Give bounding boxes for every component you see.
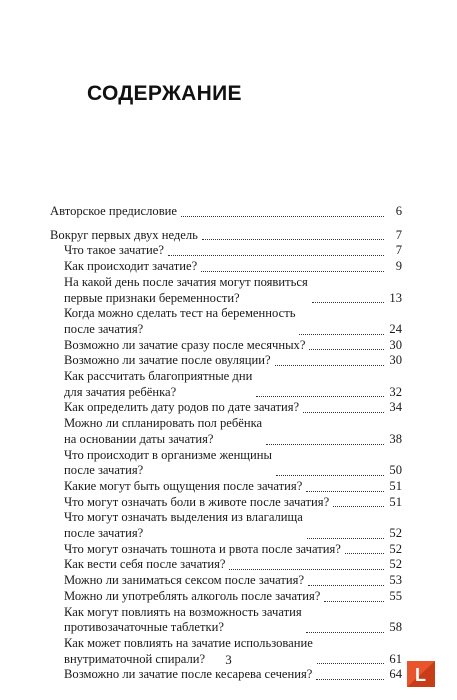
toc-entry-title	[64, 510, 303, 541]
toc-entry-title	[50, 228, 198, 244]
dot-leader	[229, 569, 384, 570]
toc-entry-page: 30	[389, 353, 402, 368]
dot-leader	[306, 491, 384, 492]
toc-entry-page: 51	[389, 478, 402, 493]
toc-entry-title-line: Как вести себя после зачатия?	[64, 557, 226, 572]
toc-entry[interactable]	[50, 353, 402, 369]
toc-entry[interactable]	[50, 605, 402, 636]
dot-leader	[256, 396, 384, 397]
toc-entry-title	[64, 400, 299, 416]
toc-entry-title	[64, 243, 164, 259]
toc-entry-page: 7	[395, 227, 402, 242]
dot-leader	[307, 538, 384, 539]
toc-entry-title-line: после зачатия?	[64, 526, 144, 541]
toc-entry-title-line: Можно ли употреблять алкоголь после зачатия?	[64, 588, 321, 603]
logo-letter: L	[415, 665, 426, 685]
toc-entry-page: 52	[389, 541, 402, 556]
toc-entry-title-line: Вокруг первых двух недель	[50, 227, 198, 242]
toc-entry-title-line: Возможно ли зачатие после овуляции?	[64, 353, 271, 368]
litres-logo-icon	[406, 660, 436, 688]
toc-entry-title	[64, 353, 271, 369]
dot-leader	[181, 216, 384, 217]
toc-entry[interactable]	[50, 259, 402, 275]
toc-entry[interactable]	[50, 275, 402, 306]
toc-entry-title-line: Какие могут быть ощущения после зачатия?	[64, 478, 303, 493]
dot-leader	[168, 255, 384, 256]
toc-entry-page: 13	[389, 290, 402, 305]
toc-entry-title	[64, 479, 302, 495]
toc-entry-title	[64, 416, 262, 447]
dot-leader	[312, 302, 384, 303]
toc-entry-title-line: Авторское предисловие	[50, 204, 177, 218]
toc-entry-page: 51	[389, 494, 402, 509]
toc-entry-title	[64, 275, 308, 306]
toc-entry-title-line: Возможно ли зачатие после кесарева сечения?	[64, 667, 313, 682]
toc-entry-title-line: противозачаточные таблетки?	[64, 620, 224, 635]
page-title: СОДЕРЖАНИЕ	[87, 82, 242, 105]
toc-entry-page: 58	[389, 620, 402, 635]
toc-entry-title-line: На какой день после зачатия могут появиться	[64, 274, 308, 289]
toc-entry-title	[64, 573, 304, 589]
dot-leader	[316, 679, 384, 680]
toc-entry-title-line: Как могут повлиять на возможность зачатия	[64, 604, 302, 619]
toc-entry-page: 50	[389, 463, 402, 478]
toc-entry-title-line: Как может повлиять на зачатие использование	[64, 635, 313, 650]
toc-entry-title	[64, 589, 320, 605]
toc-entry-title	[64, 495, 329, 511]
toc-entry-page: 64	[389, 667, 402, 682]
toc-entry-title-line: на основании даты зачатия?	[64, 431, 214, 446]
toc-entry-page: 7	[395, 243, 402, 258]
toc-entry-title-line: Когда можно сделать тест на беременность	[64, 306, 296, 321]
page-number: 3	[225, 652, 232, 667]
toc-entry-title-line: Как рассчитать благоприятные дни	[64, 369, 253, 384]
toc-entry-title-line: внутриматочной спирали?	[64, 651, 206, 666]
toc-entry-page: 52	[389, 557, 402, 572]
toc-entry-page: 61	[389, 651, 402, 666]
toc-entry-title	[64, 557, 225, 573]
dot-leader	[299, 334, 384, 335]
toc-entry-title-line: Как происходит зачатие?	[64, 259, 198, 274]
toc-entry-page: 34	[389, 400, 402, 415]
toc-entry-page: 38	[389, 431, 402, 446]
dot-leader	[266, 444, 384, 445]
toc-entry[interactable]	[50, 589, 402, 605]
toc-entry-title	[64, 369, 252, 400]
toc-entry-title	[64, 306, 295, 337]
toc-entry-title-line: для зачатия ребёнка?	[64, 384, 177, 399]
dot-leader	[303, 412, 384, 413]
toc-entry-page: 9	[395, 259, 402, 274]
toc-entry-title-line: Что такое зачатие?	[64, 243, 164, 258]
toc-entry[interactable]	[50, 495, 402, 511]
dot-leader	[333, 506, 384, 507]
toc-entry-page: 52	[389, 526, 402, 541]
toc-entry-title-line: Можно ли спланировать пол ребёнка	[64, 416, 263, 431]
toc-entry-title-line: Что могут означать боли в животе после зачатия?	[64, 494, 330, 509]
toc-entry[interactable]	[50, 573, 402, 589]
toc-entry[interactable]	[50, 510, 402, 541]
toc-entry-title-line: Как определить дату родов по дате зачатия?	[64, 400, 300, 415]
toc-entry-page: 32	[389, 384, 402, 399]
dot-leader	[324, 601, 384, 602]
dot-leader	[202, 239, 384, 240]
toc-entry-title-line: Что могут означать тошнота и рвота после зачатия?	[64, 541, 341, 556]
toc-entry[interactable]	[50, 306, 402, 337]
dot-leader	[308, 585, 384, 586]
toc-entry[interactable]	[50, 400, 402, 416]
toc-entry[interactable]	[50, 448, 402, 479]
toc-entry-title-line: Можно ли заниматься сексом после зачатия?	[64, 573, 305, 588]
toc-entry-title-line: после зачатия?	[64, 321, 144, 336]
toc-entry-title-line: Что могут означать выделения из влагалища	[64, 510, 303, 525]
toc-entry-title	[64, 259, 197, 275]
toc-entry-title-line: первые признаки беременности?	[64, 290, 240, 305]
toc-entry-title	[64, 448, 272, 479]
toc-entry[interactable]	[50, 667, 402, 683]
toc-entry[interactable]	[50, 228, 402, 244]
dot-leader	[345, 553, 384, 554]
dot-leader	[309, 349, 384, 350]
toc-entry[interactable]	[50, 416, 402, 447]
toc-entry-title	[64, 338, 305, 354]
toc-entry-title	[64, 605, 302, 636]
toc-entry-title	[50, 204, 177, 220]
dot-leader	[275, 365, 384, 366]
toc-entry-title	[64, 542, 341, 558]
toc-entry[interactable]	[50, 557, 402, 573]
toc-entry[interactable]	[50, 204, 402, 220]
toc-entry-title-line: после зачатия?	[64, 463, 144, 478]
toc-entry[interactable]	[50, 338, 402, 354]
toc-entry-title-line: Возможно ли зачатие сразу после месячных?	[64, 337, 306, 352]
toc-entry[interactable]	[50, 243, 402, 259]
toc-entry[interactable]	[50, 369, 402, 400]
toc-entry-title	[64, 667, 312, 683]
toc-entry-page: 6	[395, 204, 402, 218]
toc-entry-title-line: Что происходит в организме женщины	[64, 447, 272, 462]
toc-entry[interactable]	[50, 542, 402, 558]
toc-entry-page: 55	[389, 588, 402, 603]
dot-leader	[276, 475, 384, 476]
toc-entry-page: 30	[389, 337, 402, 352]
toc-entry[interactable]	[50, 479, 402, 495]
toc-entry-page: 53	[389, 573, 402, 588]
toc-entry-page: 24	[389, 321, 402, 336]
dot-leader	[306, 632, 384, 633]
table-of-contents	[50, 204, 402, 683]
dot-leader	[201, 271, 384, 272]
